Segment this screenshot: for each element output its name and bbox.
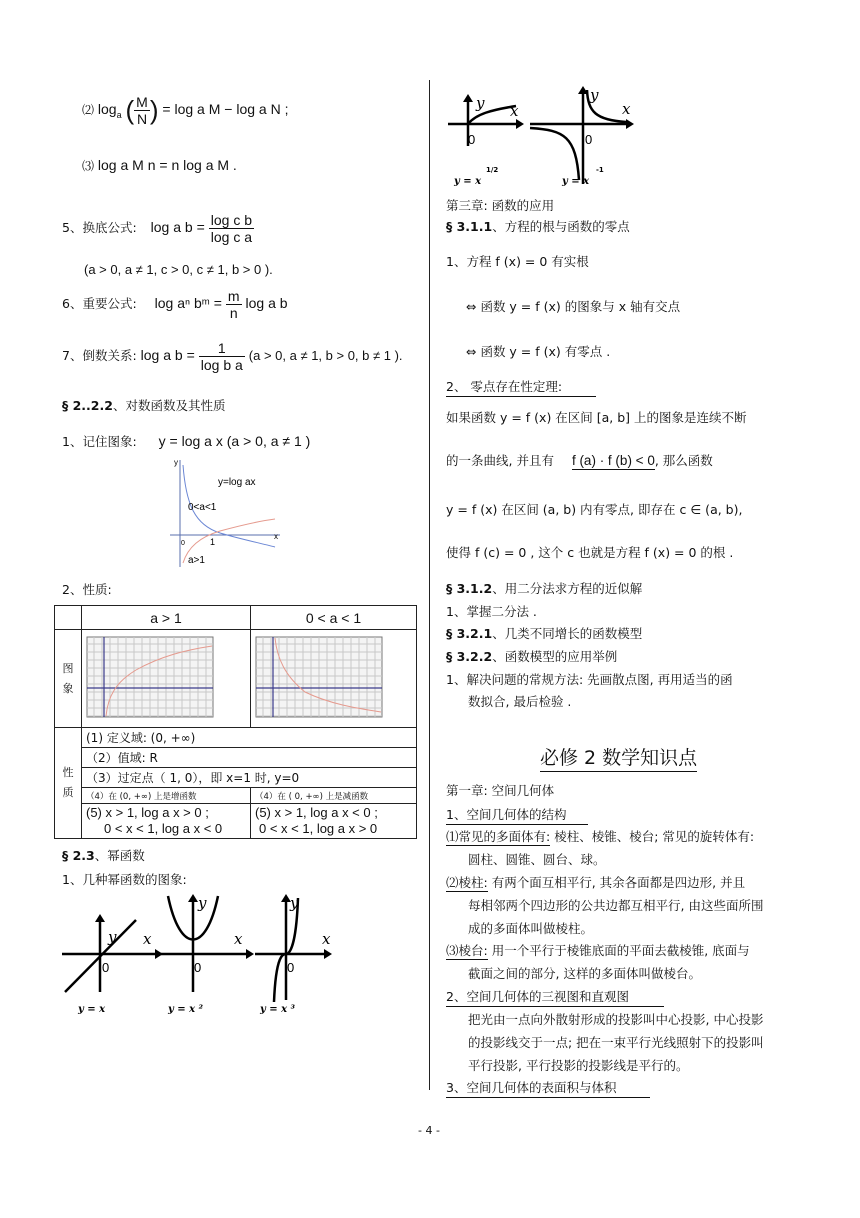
log-properties-table — [54, 605, 417, 839]
grid-graph-decreasing — [255, 636, 383, 718]
line-equivalence-1: ⇔ 函数 y = f (x) 的图象与 x 轴有交点 — [466, 299, 681, 314]
graph-y-equals-x-squared — [160, 894, 254, 1015]
graph-a-lt-1-cell — [251, 630, 417, 728]
svg-text:y: y — [290, 894, 299, 912]
graph-y-label: y — [174, 458, 178, 467]
section-3-1-1: § 3.1.1、方程的根与函数的零点 — [446, 219, 630, 234]
header-a-lt-1: 0 < a < 1 — [251, 606, 417, 630]
section-2-2-2: § 2..2.2、对数函数及其性质 — [62, 398, 226, 413]
item-7: 7、倒数关系: log a b = $\frac{1}{\text{log b a}}$ (a > 0, a ≠ 1, b > 0, b ≠ 1 ). — [62, 340, 403, 373]
svg-text:x: x — [622, 100, 631, 118]
polyhedra-line-2: 圆柱、圆锥、圆台、球。 — [468, 852, 606, 867]
chapter-3-title: 第三章: 函数的应用 — [446, 198, 555, 213]
section-3-2-2: § 3.2.2、函数模型的应用举例 — [446, 649, 618, 664]
power-function-graphs — [60, 892, 340, 1022]
graph-y-equals-x-cubed — [255, 894, 332, 1015]
section-3-2-1: § 3.2.1、几类不同增长的函数模型 — [446, 626, 643, 641]
prism-line-1: ⑵棱柱: 有两个面互相平行, 其余各面都是四边形, 并且 — [446, 875, 746, 890]
item-5-condition: (a > 0, a ≠ 1, c > 0, c ≠ 1, b > 0 ). — [84, 262, 273, 277]
three-views-title: 2、空间几何体的三视图和直观图 — [446, 987, 664, 1007]
property-domain: (1) 定义域: (0, +∞) — [82, 728, 417, 748]
log-function-graph — [170, 455, 285, 575]
svg-text:y: y — [590, 86, 599, 104]
svg-text:x: x — [234, 930, 243, 948]
graph-y-equals-x-inverse — [530, 86, 634, 187]
svg-text:x: x — [322, 930, 331, 948]
graph-y-equals-x — [62, 914, 163, 1015]
theorem-line-2: 的一条曲线, 并且有 f (a) · f (b) < 0, 那么函数 — [446, 453, 713, 468]
header-a-gt-1: a > 1 — [82, 606, 251, 630]
line-equation-root: 1、方程 f (x) = 0 有实根 — [446, 254, 589, 269]
page-number: - 4 - — [418, 1124, 440, 1137]
svg-text:y = x ³: y = x ³ — [260, 1004, 295, 1015]
properties-label: 2、性质: — [62, 582, 112, 597]
svg-text:-1: -1 — [596, 166, 604, 174]
formula-2: ⑵ $\log_a$ ( $\frac{M}{N}$ ) = log a M − log a N ; — [82, 94, 289, 127]
prism-line-2: 每相邻两个四边形的公共边都互相平行, 由这些面所围 — [468, 898, 764, 913]
svg-text:0: 0 — [102, 960, 110, 975]
graph-origin: 0 — [181, 540, 185, 547]
section-3-1-2: § 3.1.2、用二分法求方程的近似解 — [446, 581, 643, 596]
column-divider — [429, 80, 430, 1090]
frustum-line-2: 截面之间的部分, 这样的多面体叫做棱台。 — [468, 966, 701, 981]
grid-graph-increasing — [86, 636, 214, 718]
bisection-line: 1、掌握二分法 . — [446, 604, 537, 619]
graph-case-1: 0<a<1 — [188, 502, 217, 513]
memorize-graph: 1、记住图象: y = log a x (a > 0, a ≠ 1 ) — [62, 433, 311, 449]
graph-one: 1 — [210, 537, 216, 547]
item-6: 6、重要公式: log aⁿ bᵐ = $\frac{m}{n}$ log a b — [62, 288, 288, 321]
method-line-2: 数拟合, 最后检验 . — [468, 694, 572, 709]
prism-line-3: 成的多面体叫做棱柱。 — [468, 921, 594, 936]
svg-text:y = x: y = x — [78, 1004, 106, 1015]
graph-y-equals-x-half — [448, 94, 524, 187]
theorem-line-4: 使得 f (c) = 0 , 这个 c 也就是方程 f (x) = 0 的根 . — [446, 545, 734, 560]
svg-text:y: y — [108, 928, 117, 946]
chapter-1-title: 第一章: 空间几何体 — [446, 783, 555, 798]
property-fixed-point: （3）过定点（ 1, 0），即 x=1 时, y=0 — [82, 768, 417, 788]
power-graphs-right — [446, 84, 646, 189]
page-title-required-2: 必修 2 数学知识点 — [540, 743, 697, 772]
svg-text:0: 0 — [468, 132, 476, 147]
property-range: （2）值域: R — [82, 748, 417, 768]
svg-text:x: x — [143, 930, 152, 948]
property-increasing: （4）在 (0, +∞) 上是增函数 — [82, 788, 251, 804]
theorem-line-1: 如果函数 y = f (x) 在区间 [a, b] 上的图象是连续不断 — [446, 410, 747, 425]
frustum-line-1: ⑶棱台: 用一个平行于棱锥底面的平面去截棱锥, 底面与 — [446, 943, 750, 958]
zero-theorem-title: 2、 零点存在性定理: — [446, 377, 596, 397]
svg-text:0: 0 — [287, 960, 295, 975]
projection-line-2: 的投影线交于一点; 把在一束平行光线照射下的投影叫 — [468, 1035, 764, 1050]
theorem-line-3: y = f (x) 在区间 (a, b) 内有零点, 即存在 c ∈ (a, b), — [446, 502, 743, 517]
item-5: 5、换底公式: log a b = $\frac{\text{log c b}}{\text{log c a}}$ — [62, 212, 252, 245]
property-decreasing: （4）在 ( 0, +∞) 上是减函数 — [251, 788, 417, 804]
graph-x-label: x — [274, 532, 278, 541]
power-graphs-label: 1、几种幂函数的图象: — [62, 872, 187, 887]
section-2-3: § 2.3、幂函数 — [62, 848, 145, 863]
formula-3: ⑶ log a M n = n log a M . — [82, 157, 237, 173]
row-label-graph: 图象 — [55, 630, 82, 728]
svg-text:x: x — [510, 102, 519, 120]
polyhedra-line-1: ⑴常见的多面体有: 棱柱、棱锥、棱台; 常见的旋转体有: — [446, 829, 755, 844]
surface-area-volume-title: 3、空间几何体的表面积与体积 — [446, 1078, 650, 1098]
row-label-properties: 性质 — [55, 728, 82, 839]
line-equivalence-2: ⇔ 函数 y = f (x) 有零点 . — [466, 344, 611, 359]
graph-case-2: a>1 — [188, 555, 205, 566]
projection-line-1: 把光由一点向外散射形成的投影叫中心投影, 中心投影 — [468, 1012, 764, 1027]
graph-fn-label: y=log ax — [218, 477, 256, 488]
svg-text:y: y — [476, 94, 485, 112]
svg-text:y = x ²: y = x ² — [168, 1004, 203, 1015]
projection-line-3: 平行投影, 平行投影的投影线是平行的。 — [468, 1058, 689, 1073]
svg-text:0: 0 — [585, 132, 593, 147]
method-line-1: 1、解决问题的常规方法: 先画散点图, 再用适当的函 — [446, 672, 733, 687]
svg-text:0: 0 — [194, 960, 202, 975]
space-geometry-structure: 1、空间几何体的结构 — [446, 805, 588, 825]
svg-text:y: y — [198, 894, 207, 912]
property-sign-a-gt-1: (5) x > 1, log a x > 0 ; 0 < x < 1, log a x < 0 — [82, 804, 251, 839]
svg-text:1/2: 1/2 — [486, 166, 499, 174]
graph-a-gt-1-cell — [82, 630, 251, 728]
svg-text:y = x: y = x — [562, 176, 590, 187]
svg-text:y = x: y = x — [454, 176, 482, 187]
property-sign-a-lt-1: (5) x > 1, log a x < 0 ; 0 < x < 1, log a x > 0 — [251, 804, 417, 839]
